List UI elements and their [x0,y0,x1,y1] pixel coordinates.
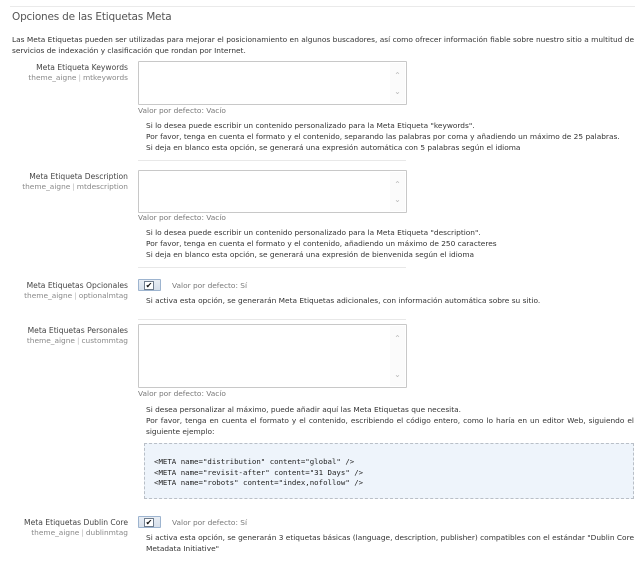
keywords-textarea[interactable] [138,61,407,105]
custom-label-id [27,336,128,346]
theme-name: theme_aigne [31,528,80,537]
code-line: <META name="distribution" content="global" /> [154,457,355,466]
code-line: <META name="revisit-after" content="31 Days" /> [154,467,364,477]
scroll-down-icon[interactable]: ⌄ [394,370,401,379]
keywords-scrollbar[interactable] [390,63,405,103]
help-line: Si deja en blanco esta opción, se generará una expresión automática con 5 palabras según el idioma [146,143,521,152]
top-divider [10,6,635,7]
description-help [146,227,634,260]
help-line: Por favor, tenga en cuenta el formato y el contenido, añadiendo un máximo de 250 caracteres [146,239,497,248]
keywords-default: Valor por defecto: Vacío [138,106,226,115]
description-label-id [22,182,128,192]
optional-label-id [24,291,128,301]
help-line: Por favor, tenga en cuenta el formato y el contenido, escribiendo el código entero, como lo haría en un editor Web, siguiendo el siguiente ejemplo: [146,416,634,436]
keywords-label-id [28,73,128,83]
scroll-down-icon[interactable]: ⌄ [394,87,401,96]
separator: | [74,291,77,300]
theme-name: theme_aigne [28,73,77,82]
theme-name: theme_aigne [24,291,73,300]
option-id: mtkeywords [82,73,128,82]
description-label-title: Meta Etiqueta Description [29,172,128,181]
checkmark-icon: ✔ [145,281,153,290]
help-line: Si lo desea puede escribir un contenido personalizado para la Meta Etiqueta "description". [146,228,481,237]
dublin-label-title: Meta Etiquetas Dublin Core [24,518,128,527]
dublin-checkbox[interactable] [138,516,161,528]
help-line: Si deja en blanco esta opción, se generará una expresión de bienvenida según el idioma [146,250,475,259]
separator: | [78,73,81,82]
dublin-default: Valor por defecto: Sí [172,518,248,527]
divider [138,160,406,161]
optional-help: Si activa esta opción, se generarán Meta Etiquetas adicionales, con información automática sobre su sitio. [146,296,541,305]
scroll-up-icon[interactable]: ⌃ [394,334,401,343]
help-line: Si lo desea puede escribir un contenido personalizado para la Meta Etiqueta "keywords". [146,121,475,130]
description-label [22,172,128,192]
checkmark-icon: ✔ [145,518,153,527]
option-id: dublinmtag [85,528,128,537]
example-code-box [144,443,634,499]
scroll-up-icon[interactable]: ⌃ [394,180,401,189]
custom-label-title: Meta Etiquetas Personales [27,326,128,335]
theme-name: theme_aigne [26,336,75,345]
theme-name: theme_aigne [22,182,71,191]
optional-label-title: Meta Etiquetas Opcionales [26,281,128,290]
scroll-up-icon[interactable]: ⌃ [394,71,401,80]
section-intro: Las Meta Etiquetas pueden ser utilizadas para mejorar el posicionamiento en algunos buscadores, así como ofrecer información fiable sobre nuestro sitio a multitud de servicios de indexación y clasificación que rondan por Internet. [12,35,634,55]
help-line: Si desea personalizar al máximo, puede añadir aquí las Meta Etiquetas que necesita. [146,405,462,414]
optional-checkbox[interactable] [138,279,161,291]
description-scrollbar[interactable] [390,172,405,211]
custom-help [146,404,634,437]
optional-default: Valor por defecto: Sí [172,281,248,290]
option-id: mtdescription [76,182,128,191]
separator: | [76,336,80,345]
code-line: <META name="robots" content="index,nofollow" /> [154,478,364,487]
option-id: optionalmtag [78,291,128,300]
keywords-label-title: Meta Etiqueta Keywords [36,63,128,72]
custom-default: Valor por defecto: Vacío [138,389,226,398]
keywords-label [28,63,128,83]
dublin-label [24,518,128,538]
optional-label [24,281,128,301]
section-title: Opciones de las Etiquetas Meta [12,11,172,23]
divider [138,267,406,268]
custom-textarea[interactable] [138,324,407,388]
keywords-help [146,120,634,153]
description-textarea[interactable] [138,170,407,213]
option-id: custommtag [81,336,128,345]
dublin-help: Si activa esta opción, se generarán 3 etiquetas básicas (language, description, publisher) compatibles con el estándar "Dublin Core Metadata Initiative" [146,533,634,553]
scroll-down-icon[interactable]: ⌄ [394,195,401,204]
dublin-label-id [24,528,128,538]
separator: | [72,182,75,191]
help-line: Por favor, tenga en cuenta el formato y el contenido, separando las palabras por coma y añadiendo un máximo de 25 palabras. [146,132,620,141]
custom-label [27,326,128,346]
custom-scrollbar[interactable] [390,326,405,386]
description-default: Valor por defecto: Vacío [138,213,226,222]
separator: | [81,528,84,537]
divider [138,319,406,320]
